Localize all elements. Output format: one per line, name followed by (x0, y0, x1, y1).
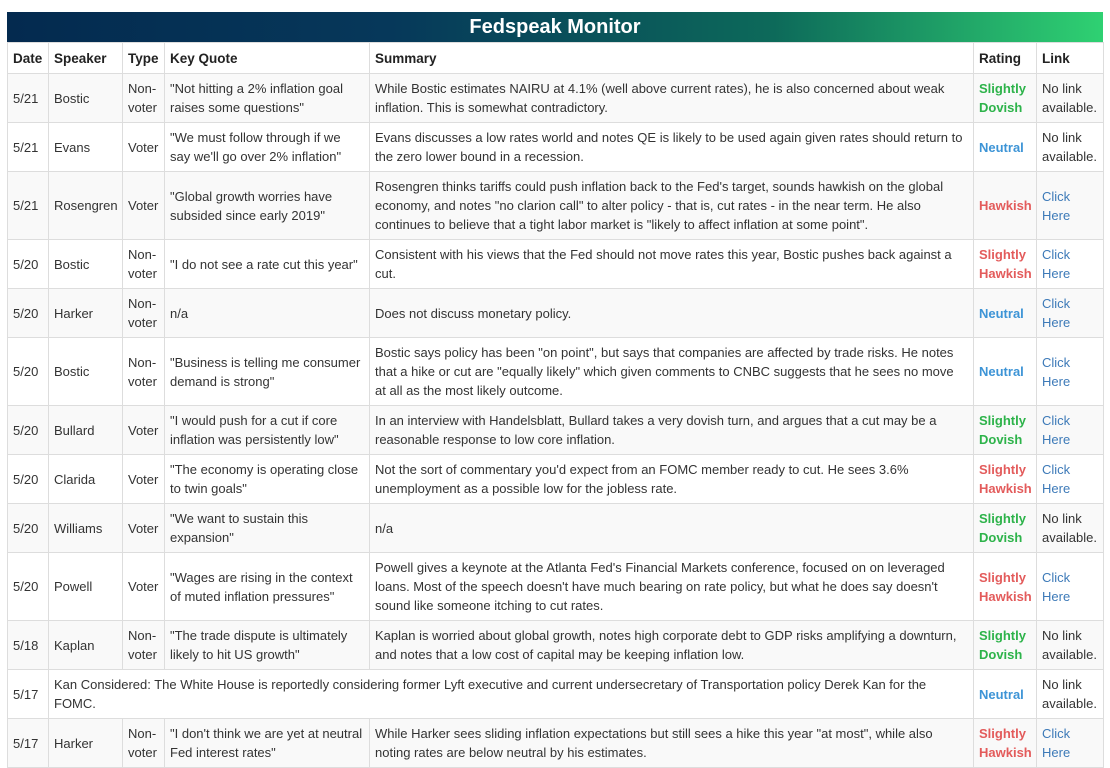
key-quote-cell: n/a (165, 289, 370, 338)
header-type: Type (123, 43, 165, 74)
link-cell (1037, 406, 1104, 455)
date-cell: 5/20 (8, 455, 49, 504)
key-quote-cell: "I do not see a rate cut this year" (165, 240, 370, 289)
link-cell (1037, 719, 1104, 768)
date-cell: 5/21 (8, 123, 49, 172)
table-body (8, 74, 1104, 768)
merged-note-cell: Kan Considered: The White House is reportedly considering former Lyft executive and current undersecretary of Transportation policy Derek Kan for the FOMC. (49, 670, 974, 719)
date-cell: 5/21 (8, 74, 49, 123)
type-cell: Non-voter (123, 74, 165, 123)
rating-cell: Neutral (974, 123, 1037, 172)
type-cell: Voter (123, 406, 165, 455)
rating-cell: Neutral (974, 338, 1037, 406)
speaker-cell: Evans (49, 123, 123, 172)
date-cell: 5/17 (8, 670, 49, 719)
click-here-link[interactable]: Click Here (1042, 354, 1071, 389)
date-cell: 5/20 (8, 289, 49, 338)
rating-cell: Slightly Dovish (974, 406, 1037, 455)
click-here-link[interactable]: Click Here (1042, 188, 1071, 223)
key-quote-cell: "Not hitting a 2% inflation goal raises some questions" (165, 74, 370, 123)
type-cell: Non-voter (123, 719, 165, 768)
click-here-link[interactable]: Click Here (1042, 247, 1071, 281)
type-cell: Voter (123, 123, 165, 172)
link-cell (1037, 455, 1104, 504)
key-quote-cell: "I don't think we are yet at neutral Fed interest rates" (165, 719, 370, 768)
key-quote-cell: "Global growth worries have subsided since early 2019" (165, 172, 370, 240)
rating-cell: Slightly Dovish (974, 74, 1037, 123)
table-row (8, 670, 1104, 719)
rating-cell: Slightly Hawkish (974, 553, 1037, 621)
type-cell: Non-voter (123, 338, 165, 406)
speaker-cell: Williams (49, 504, 123, 553)
table-row (8, 455, 1104, 504)
key-quote-cell: "We want to sustain this expansion" (165, 504, 370, 553)
link-cell: No link available. (1037, 123, 1104, 172)
click-here-link[interactable]: Click Here (1042, 413, 1071, 447)
key-quote-cell: "I would push for a cut if core inflation was persistently low" (165, 406, 370, 455)
type-cell: Voter (123, 172, 165, 240)
click-here-link[interactable]: Click Here (1042, 726, 1071, 760)
speaker-cell: Bostic (49, 240, 123, 289)
type-cell: Non-voter (123, 240, 165, 289)
table-row (8, 504, 1104, 553)
table-row (8, 338, 1104, 406)
link-cell: No link available. (1037, 504, 1104, 553)
summary-cell: n/a (370, 504, 974, 553)
date-cell: 5/17 (8, 719, 49, 768)
header-key-quote: Key Quote (165, 43, 370, 74)
type-cell: Voter (123, 455, 165, 504)
type-cell: Voter (123, 504, 165, 553)
rating-cell: Slightly Dovish (974, 621, 1037, 670)
key-quote-cell: "The economy is operating close to twin goals" (165, 455, 370, 504)
table-row (8, 123, 1104, 172)
fedspeak-table (7, 42, 1104, 768)
summary-cell: Consistent with his views that the Fed should not move rates this year, Bostic pushes back against a cut. (370, 240, 974, 289)
speaker-cell: Harker (49, 719, 123, 768)
key-quote-cell: "We must follow through if we say we'll go over 2% inflation" (165, 123, 370, 172)
summary-cell: Not the sort of commentary you'd expect from an FOMC member ready to cut. He sees 3.6% unemployment as a possible low for the jobless rate. (370, 455, 974, 504)
click-here-link[interactable]: Click Here (1042, 569, 1071, 604)
table-row (8, 74, 1104, 123)
summary-cell: While Harker sees sliding inflation expectations but still sees a hike this year "at most", while also noting rates are below neutral by his estimates. (370, 719, 974, 768)
date-cell: 5/21 (8, 172, 49, 240)
summary-cell: Rosengren thinks tariffs could push inflation back to the Fed's target, sounds hawkish on the global economy, and notes "no clarion call" to alter policy - that is, cut rates - in the near term. He also continues to believe that a tight labor market is "likely to affect inflation at some point". (370, 172, 974, 240)
date-cell: 5/18 (8, 621, 49, 670)
rating-cell: Slightly Hawkish (974, 455, 1037, 504)
table-row (8, 553, 1104, 621)
header-link: Link (1037, 43, 1104, 74)
rating-cell: Slightly Hawkish (974, 240, 1037, 289)
key-quote-cell: "Wages are rising in the context of muted inflation pressures" (165, 553, 370, 621)
link-cell (1037, 289, 1104, 338)
table-row (8, 719, 1104, 768)
speaker-cell: Powell (49, 553, 123, 621)
table-row (8, 406, 1104, 455)
rating-cell: Slightly Hawkish (974, 719, 1037, 768)
header-rating: Rating (974, 43, 1037, 74)
summary-cell: In an interview with Handelsblatt, Bullard takes a very dovish turn, and argues that a cut may be a reasonable response to low core inflation. (370, 406, 974, 455)
click-here-link[interactable]: Click Here (1042, 296, 1071, 330)
header-summary: Summary (370, 43, 974, 74)
speaker-cell: Bullard (49, 406, 123, 455)
summary-cell: Kaplan is worried about global growth, notes high corporate debt to GDP risks amplifying a downturn, and notes that a low cost of capital may be keeping inflation low. (370, 621, 974, 670)
speaker-cell: Clarida (49, 455, 123, 504)
key-quote-cell: "Business is telling me consumer demand is strong" (165, 338, 370, 406)
link-cell: No link available. (1037, 74, 1104, 123)
date-cell: 5/20 (8, 338, 49, 406)
table-header-row (8, 43, 1104, 74)
link-cell (1037, 240, 1104, 289)
speaker-cell: Harker (49, 289, 123, 338)
header-date: Date (8, 43, 49, 74)
speaker-cell: Rosengren (49, 172, 123, 240)
speaker-cell: Bostic (49, 74, 123, 123)
table-row (8, 289, 1104, 338)
link-cell (1037, 338, 1104, 406)
type-cell: Non-voter (123, 621, 165, 670)
fedspeak-panel (7, 12, 1103, 768)
rating-cell: Neutral (974, 670, 1037, 719)
link-cell (1037, 172, 1104, 240)
header-speaker: Speaker (49, 43, 123, 74)
rating-cell: Neutral (974, 289, 1037, 338)
summary-cell: Bostic says policy has been "on point", but says that companies are affected by trade risks. He notes that a hike or cut are "equally likely" which given comments to CNBC suggests that he sees no move at all as the most likely outcome. (370, 338, 974, 406)
speaker-cell: Bostic (49, 338, 123, 406)
link-cell (1037, 553, 1104, 621)
rating-cell: Hawkish (974, 172, 1037, 240)
date-cell: 5/20 (8, 553, 49, 621)
table-row (8, 621, 1104, 670)
key-quote-cell: "The trade dispute is ultimately likely to hit US growth" (165, 621, 370, 670)
click-here-link[interactable]: Click Here (1042, 462, 1071, 496)
link-cell: No link available. (1037, 621, 1104, 670)
page-title: Fedspeak Monitor (7, 12, 1103, 42)
link-cell: No link available. (1037, 670, 1104, 719)
type-cell: Non-voter (123, 289, 165, 338)
summary-cell: Does not discuss monetary policy. (370, 289, 974, 338)
date-cell: 5/20 (8, 406, 49, 455)
date-cell: 5/20 (8, 240, 49, 289)
type-cell: Voter (123, 553, 165, 621)
rating-cell: Slightly Dovish (974, 504, 1037, 553)
summary-cell: While Bostic estimates NAIRU at 4.1% (well above current rates), he is also concerned about weak inflation. This is somewhat contradictory. (370, 74, 974, 123)
summary-cell: Evans discusses a low rates world and notes QE is likely to be used again given rates should return to the zero lower bound in a recession. (370, 123, 974, 172)
date-cell: 5/20 (8, 504, 49, 553)
table-row (8, 240, 1104, 289)
table-row (8, 172, 1104, 240)
speaker-cell: Kaplan (49, 621, 123, 670)
summary-cell: Powell gives a keynote at the Atlanta Fed's Financial Markets conference, focused on on leveraged loans. Most of the speech doesn't have much bearing on rate policy, but what he does say doesn't sound like someone itching to cut rates. (370, 553, 974, 621)
